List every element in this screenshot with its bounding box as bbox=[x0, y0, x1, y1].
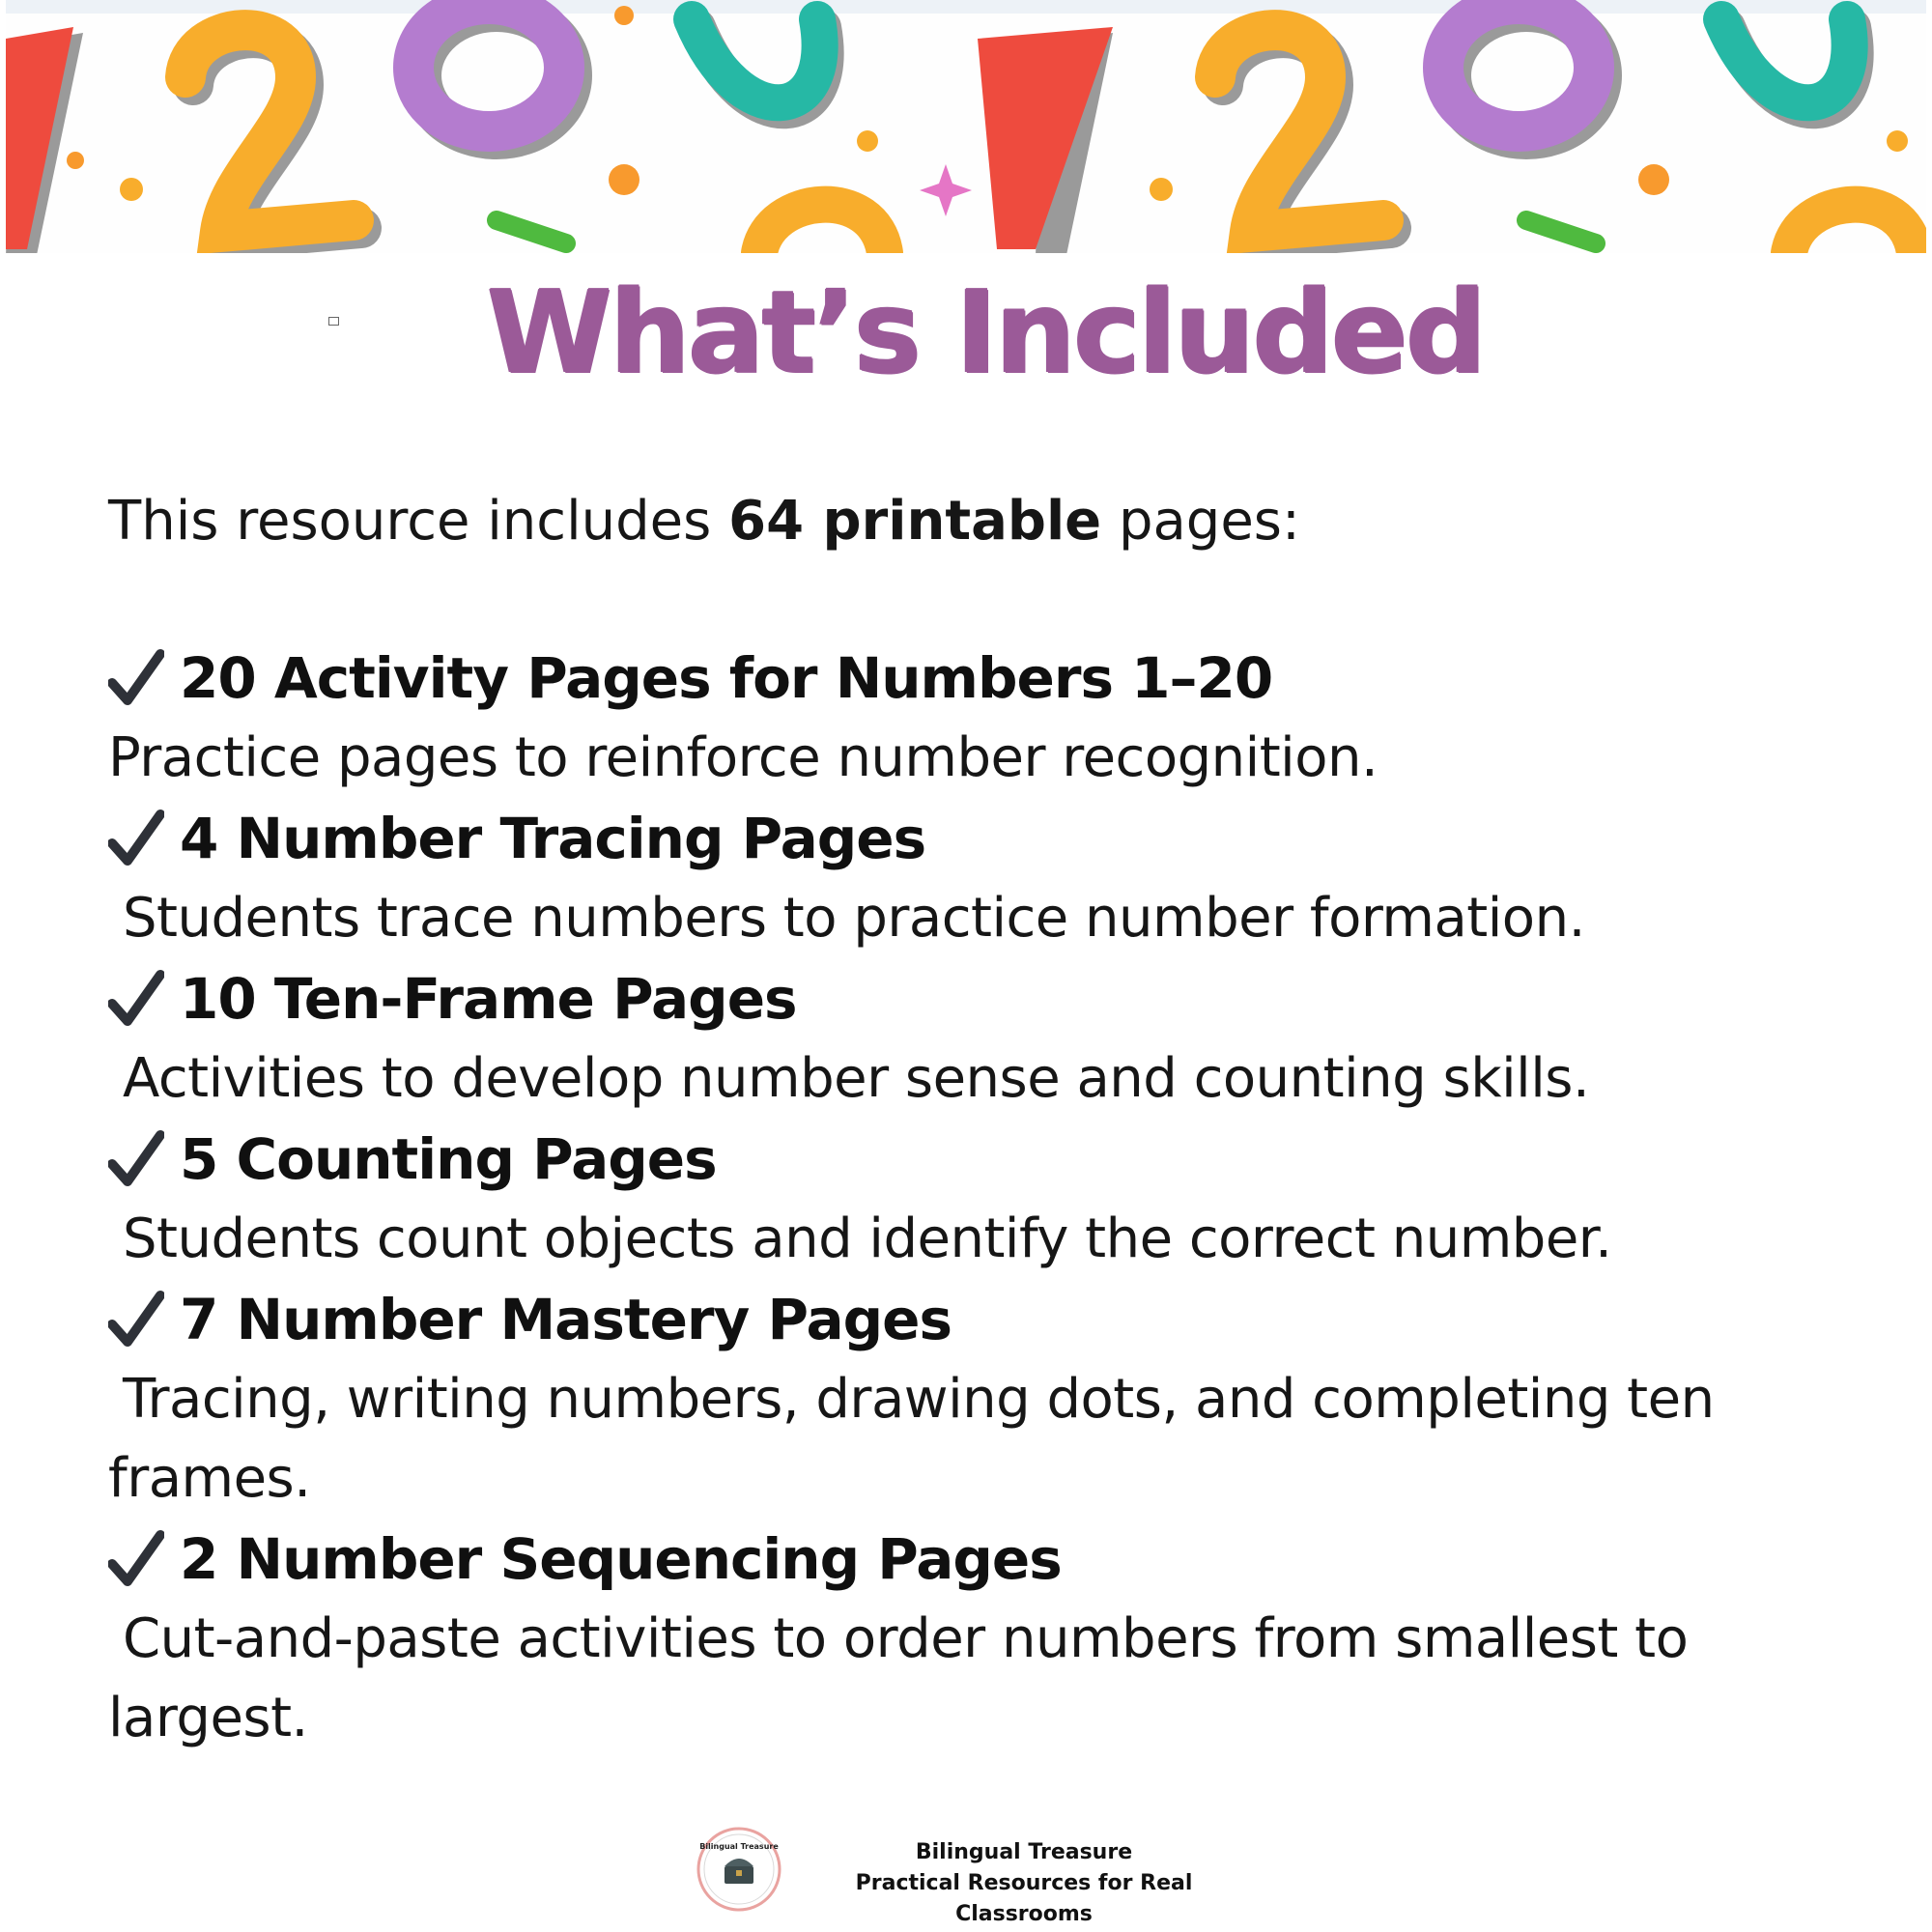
check-icon bbox=[108, 1129, 164, 1189]
item-description: Practice pages to reinforce number recognition. bbox=[108, 726, 1378, 789]
list-item bbox=[108, 1279, 1828, 1519]
list-item bbox=[108, 1119, 1828, 1279]
item-description: Activities to develop number sense and counting skills. bbox=[123, 1047, 1590, 1110]
check-icon bbox=[108, 648, 164, 708]
footer-branding bbox=[792, 1837, 1256, 1930]
included-list bbox=[108, 638, 1828, 1758]
item-heading-row bbox=[108, 1119, 1828, 1200]
item-heading-row bbox=[108, 958, 1828, 1039]
logo-text: Bilingual Treasure bbox=[699, 1842, 779, 1851]
check-icon bbox=[108, 969, 164, 1029]
item-heading: 10 Ten-Frame Pages bbox=[180, 966, 797, 1032]
page-title: What’s Included bbox=[486, 266, 1485, 399]
list-item bbox=[108, 798, 1828, 958]
item-description: Students trace numbers to practice number formation. bbox=[123, 887, 1585, 950]
item-heading: 5 Counting Pages bbox=[180, 1126, 717, 1192]
item-description: Students count objects and identify the correct number. bbox=[123, 1208, 1612, 1270]
banner-illustration bbox=[6, 0, 1926, 253]
number-confetti-banner bbox=[6, 0, 1926, 253]
list-item bbox=[108, 638, 1828, 798]
check-icon bbox=[108, 1529, 164, 1589]
item-heading-row bbox=[108, 638, 1828, 719]
item-heading-row bbox=[108, 1279, 1828, 1360]
check-icon bbox=[108, 809, 164, 868]
list-item bbox=[108, 958, 1828, 1119]
treasure-chest-logo bbox=[696, 1826, 782, 1913]
item-heading-row bbox=[108, 1519, 1828, 1600]
list-item bbox=[108, 1519, 1828, 1758]
item-heading: 7 Number Mastery Pages bbox=[180, 1287, 952, 1352]
intro-text bbox=[108, 488, 1300, 555]
item-heading: 2 Number Sequencing Pages bbox=[180, 1526, 1062, 1592]
check-icon bbox=[108, 1290, 164, 1350]
item-description: Cut-and-paste activities to order numbers from smallest to largest. bbox=[108, 1607, 1689, 1749]
intro-bold: 64 printable bbox=[728, 490, 1102, 553]
item-heading: 4 Number Tracing Pages bbox=[180, 806, 926, 871]
item-description: Tracing, writing numbers, drawing dots, and completing ten frames. bbox=[108, 1368, 1715, 1510]
item-heading: 20 Activity Pages for Numbers 1–20 bbox=[180, 645, 1273, 711]
footer-brand: Bilingual Treasure bbox=[915, 1840, 1133, 1864]
intro-prefix: This resource includes bbox=[108, 490, 729, 553]
item-heading-row bbox=[108, 798, 1828, 879]
intro-suffix: pages: bbox=[1101, 490, 1300, 553]
footer-tagline: Practical Resources for Real Classrooms bbox=[855, 1871, 1193, 1926]
